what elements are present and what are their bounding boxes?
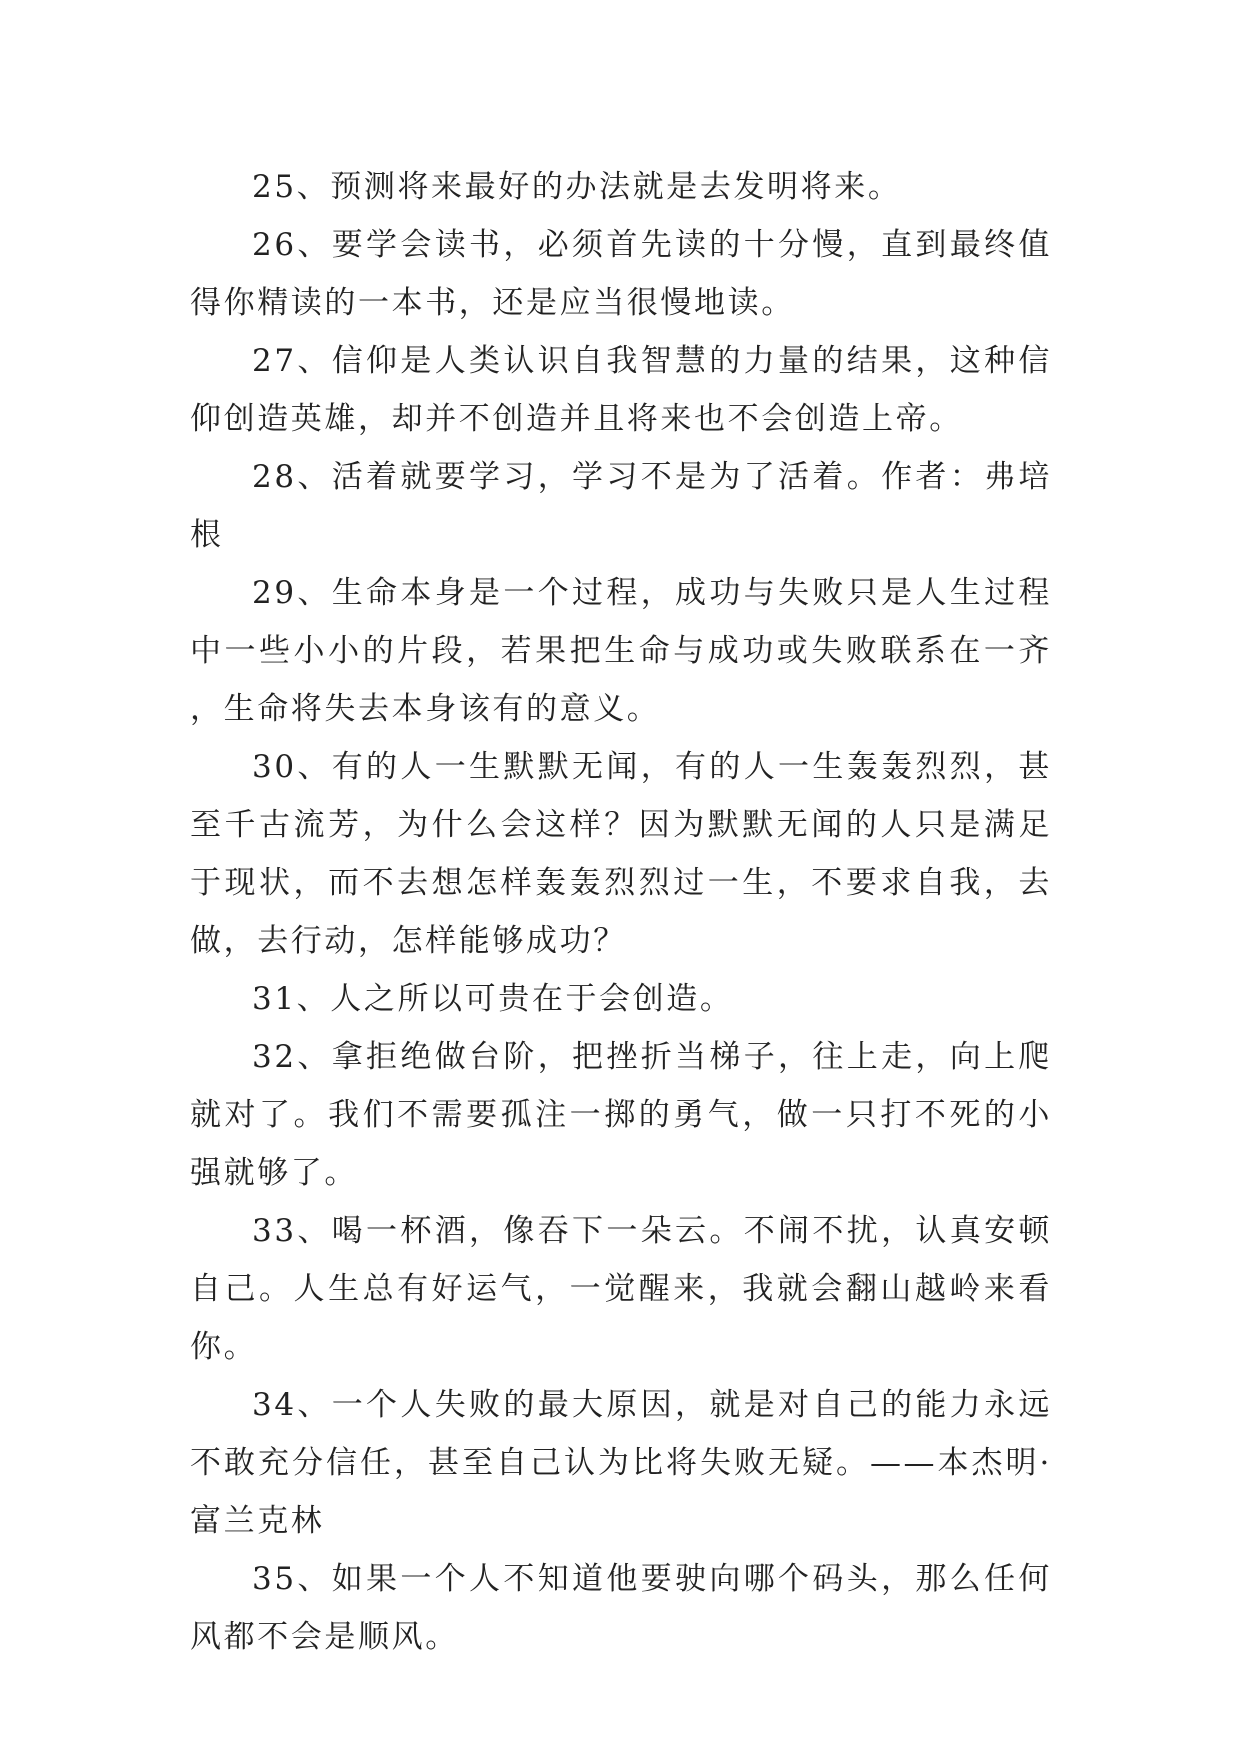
quote-paragraph-26: 26、要学会读书，必须首先读的十分慢，直到最终值得你精读的一本书，还是应当很慢地读。 [190, 227, 1052, 321]
document-body [190, 158, 1052, 1666]
quote-paragraph-34: 34、一个人失败的最大原因，就是对自己的能力永远不敢充分信任，甚至自己认为比将失败无疑。——本杰明·富兰克林 [190, 1387, 1052, 1539]
quote-paragraph-29: 29、生命本身是一个过程，成功与失败只是人生过程中一些小小的片段，若果把生命与成功或失败联系在一齐，生命将失去本身该有的意义。 [190, 575, 1052, 727]
quote-paragraph-33: 33、喝一杯酒，像吞下一朵云。不闹不扰，认真安顿自己。人生总有好运气，一觉醒来，我就会翻山越岭来看你。 [190, 1213, 1052, 1365]
quote-paragraph-32: 32、拿拒绝做台阶，把挫折当梯子，往上走，向上爬就对了。我们不需要孤注一掷的勇气，做一只打不死的小强就够了。 [190, 1039, 1052, 1191]
quote-paragraph-25: 25、预测将来最好的办法就是去发明将来。 [252, 169, 902, 205]
quote-paragraph-28: 28、活着就要学习，学习不是为了活着。作者：弗培根 [190, 459, 1052, 553]
quote-paragraph-27: 27、信仰是人类认识自我智慧的力量的结果，这种信仰创造英雄，却并不创造并且将来也不会创造上帝。 [190, 343, 1052, 437]
quote-paragraph-30: 30、有的人一生默默无闻，有的人一生轰轰烈烈，甚至千古流芳，为什么会这样？因为默默无闻的人只是满足于现状，而不去想怎样轰轰烈烈过一生，不要求自我，去做，去行动，怎样能够成功？ [190, 749, 1052, 959]
quote-paragraph-31: 31、人之所以可贵在于会创造。 [252, 981, 734, 1017]
quote-paragraph-35: 35、如果一个人不知道他要驶向哪个码头，那么任何风都不会是顺风。 [190, 1561, 1052, 1655]
